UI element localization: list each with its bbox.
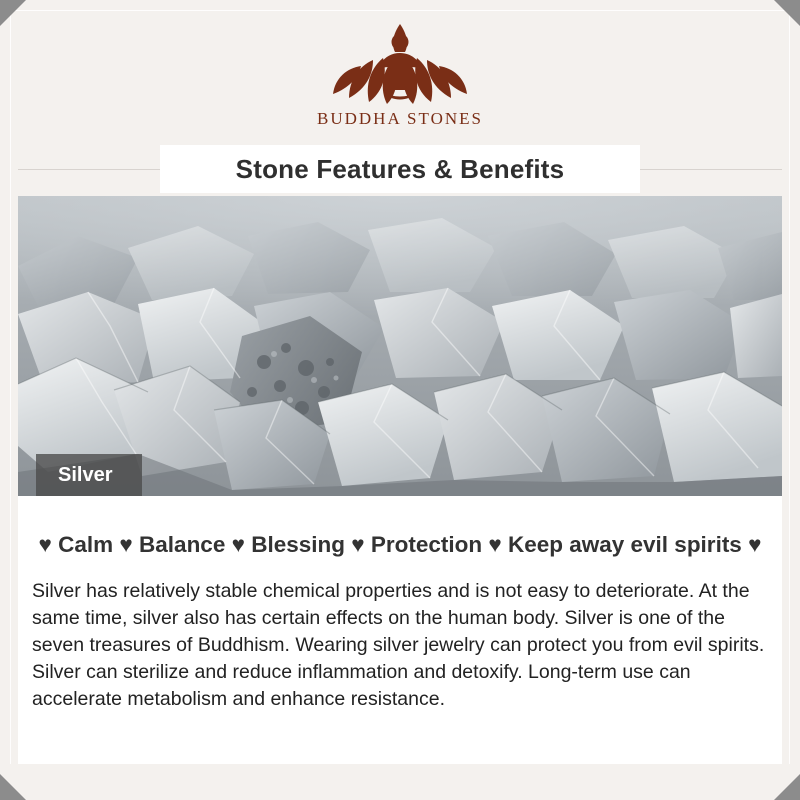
corner-decoration-bottom-right [774, 774, 800, 800]
benefits-line: ♥ Calm ♥ Balance ♥ Blessing ♥ Protection ♥ Keep away evil spirits ♥ [38, 532, 762, 557]
brand-name: BUDDHA STONES [317, 109, 483, 128]
page-title [160, 145, 640, 193]
silver-ore-illustration [18, 196, 782, 496]
stone-name-label: Silver [36, 454, 142, 496]
page-title-text: Stone Features & Benefits [235, 153, 565, 184]
brand-logo [0, 16, 800, 142]
stone-description: Silver has relatively stable chemical properties and is not easy to deteriorate. At the same time, silver also has certain effects on the human body. Silver is one of the seven treasures of Buddhism. Wearing silver jewelry can protect you from evil spirits. Silver can sterilize and reduce inflammation and detoxify. Long-term use can accelerate metabolism and enhance resistance. [32, 580, 765, 710]
lotus-buddha-icon [325, 16, 475, 108]
corner-decoration-bottom-left [0, 774, 26, 800]
corner-decoration-top-right [774, 0, 800, 26]
bottom-margin-strip [0, 764, 800, 800]
content-panel [18, 496, 782, 764]
corner-decoration-top-left [0, 0, 26, 26]
hero-image [18, 196, 782, 496]
